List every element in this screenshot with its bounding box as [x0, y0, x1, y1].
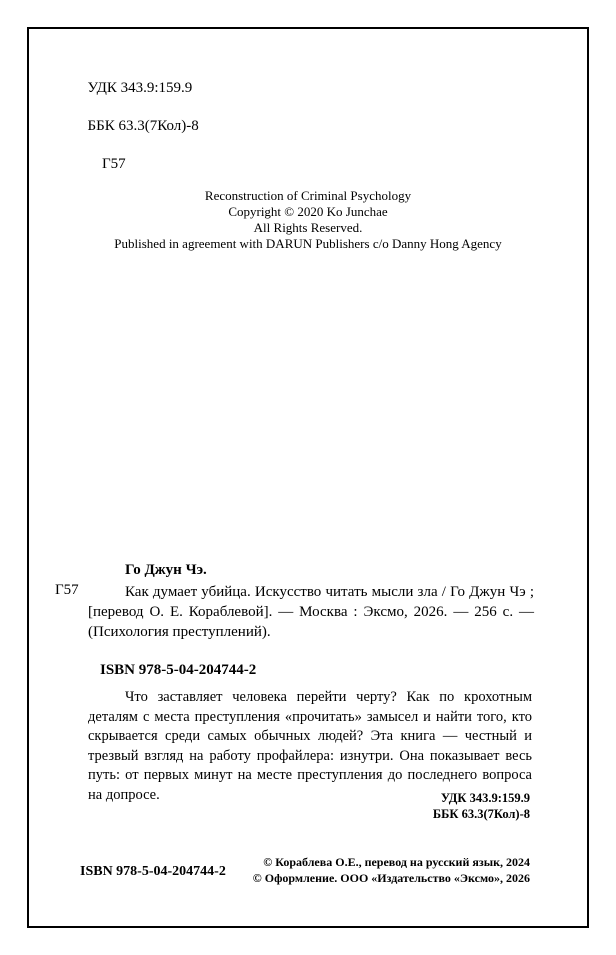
udk-code: УДК 343.9:159.9 [87, 80, 193, 96]
rights-reserved-line: All Rights Reserved. [253, 220, 363, 235]
copyright-line: Copyright © 2020 Ko Junchae [228, 204, 388, 219]
isbn-number: ISBN 978-5-04-204744-2 [100, 662, 257, 678]
catalog-codes-top [80, 60, 199, 193]
translation-copyright: © Кораблева О.Е., перевод на русский язык, 2024 [263, 855, 530, 869]
footer-copyright-block [253, 854, 530, 886]
udk-code-bottom: УДК 343.9:159.9 [440, 791, 530, 805]
book-annotation: Что заставляет человека перейти черту? Как по крохотным деталям с места преступления «прочитать» замысел и найти того, кто скрывается среди самых обычных людей? Эта книга — честный и трезвый взгляд на работу профайлера: изнутри. Она показывает весь путь: от первых минут на месте преступления до последнего вопроса на допросе. [88, 689, 532, 803]
catalog-entry-code: Г57 [55, 582, 79, 598]
publisher-copyright: © Оформление. ООО «Издательство «Эксмо», 2026 [252, 871, 530, 885]
original-title-line: Reconstruction of Criminal Psychology [204, 188, 412, 203]
catalog-codes-bottom [433, 790, 530, 822]
bbk-code-bottom: ББК 63.3(7Кол)-8 [432, 807, 530, 821]
agreement-line: Published in agreement with DARUN Publishers c/o Danny Hong Agency [114, 236, 502, 251]
author-name: Го Джун Чэ. [125, 562, 207, 578]
author-sign-code: Г57 [102, 156, 126, 172]
bibliographic-description: Как думает убийца. Искусство читать мысли зла / Го Джун Чэ ; [перевод О. Е. Кораблевой]. — Москва : Эксмо, 2026. — 256 с. — (Психология преступлений). [88, 584, 534, 640]
bbk-code: ББК 63.3(7Кол)-8 [87, 118, 199, 134]
footer-isbn: ISBN 978-5-04-204744-2 [80, 864, 226, 879]
original-copyright-block [0, 188, 616, 252]
